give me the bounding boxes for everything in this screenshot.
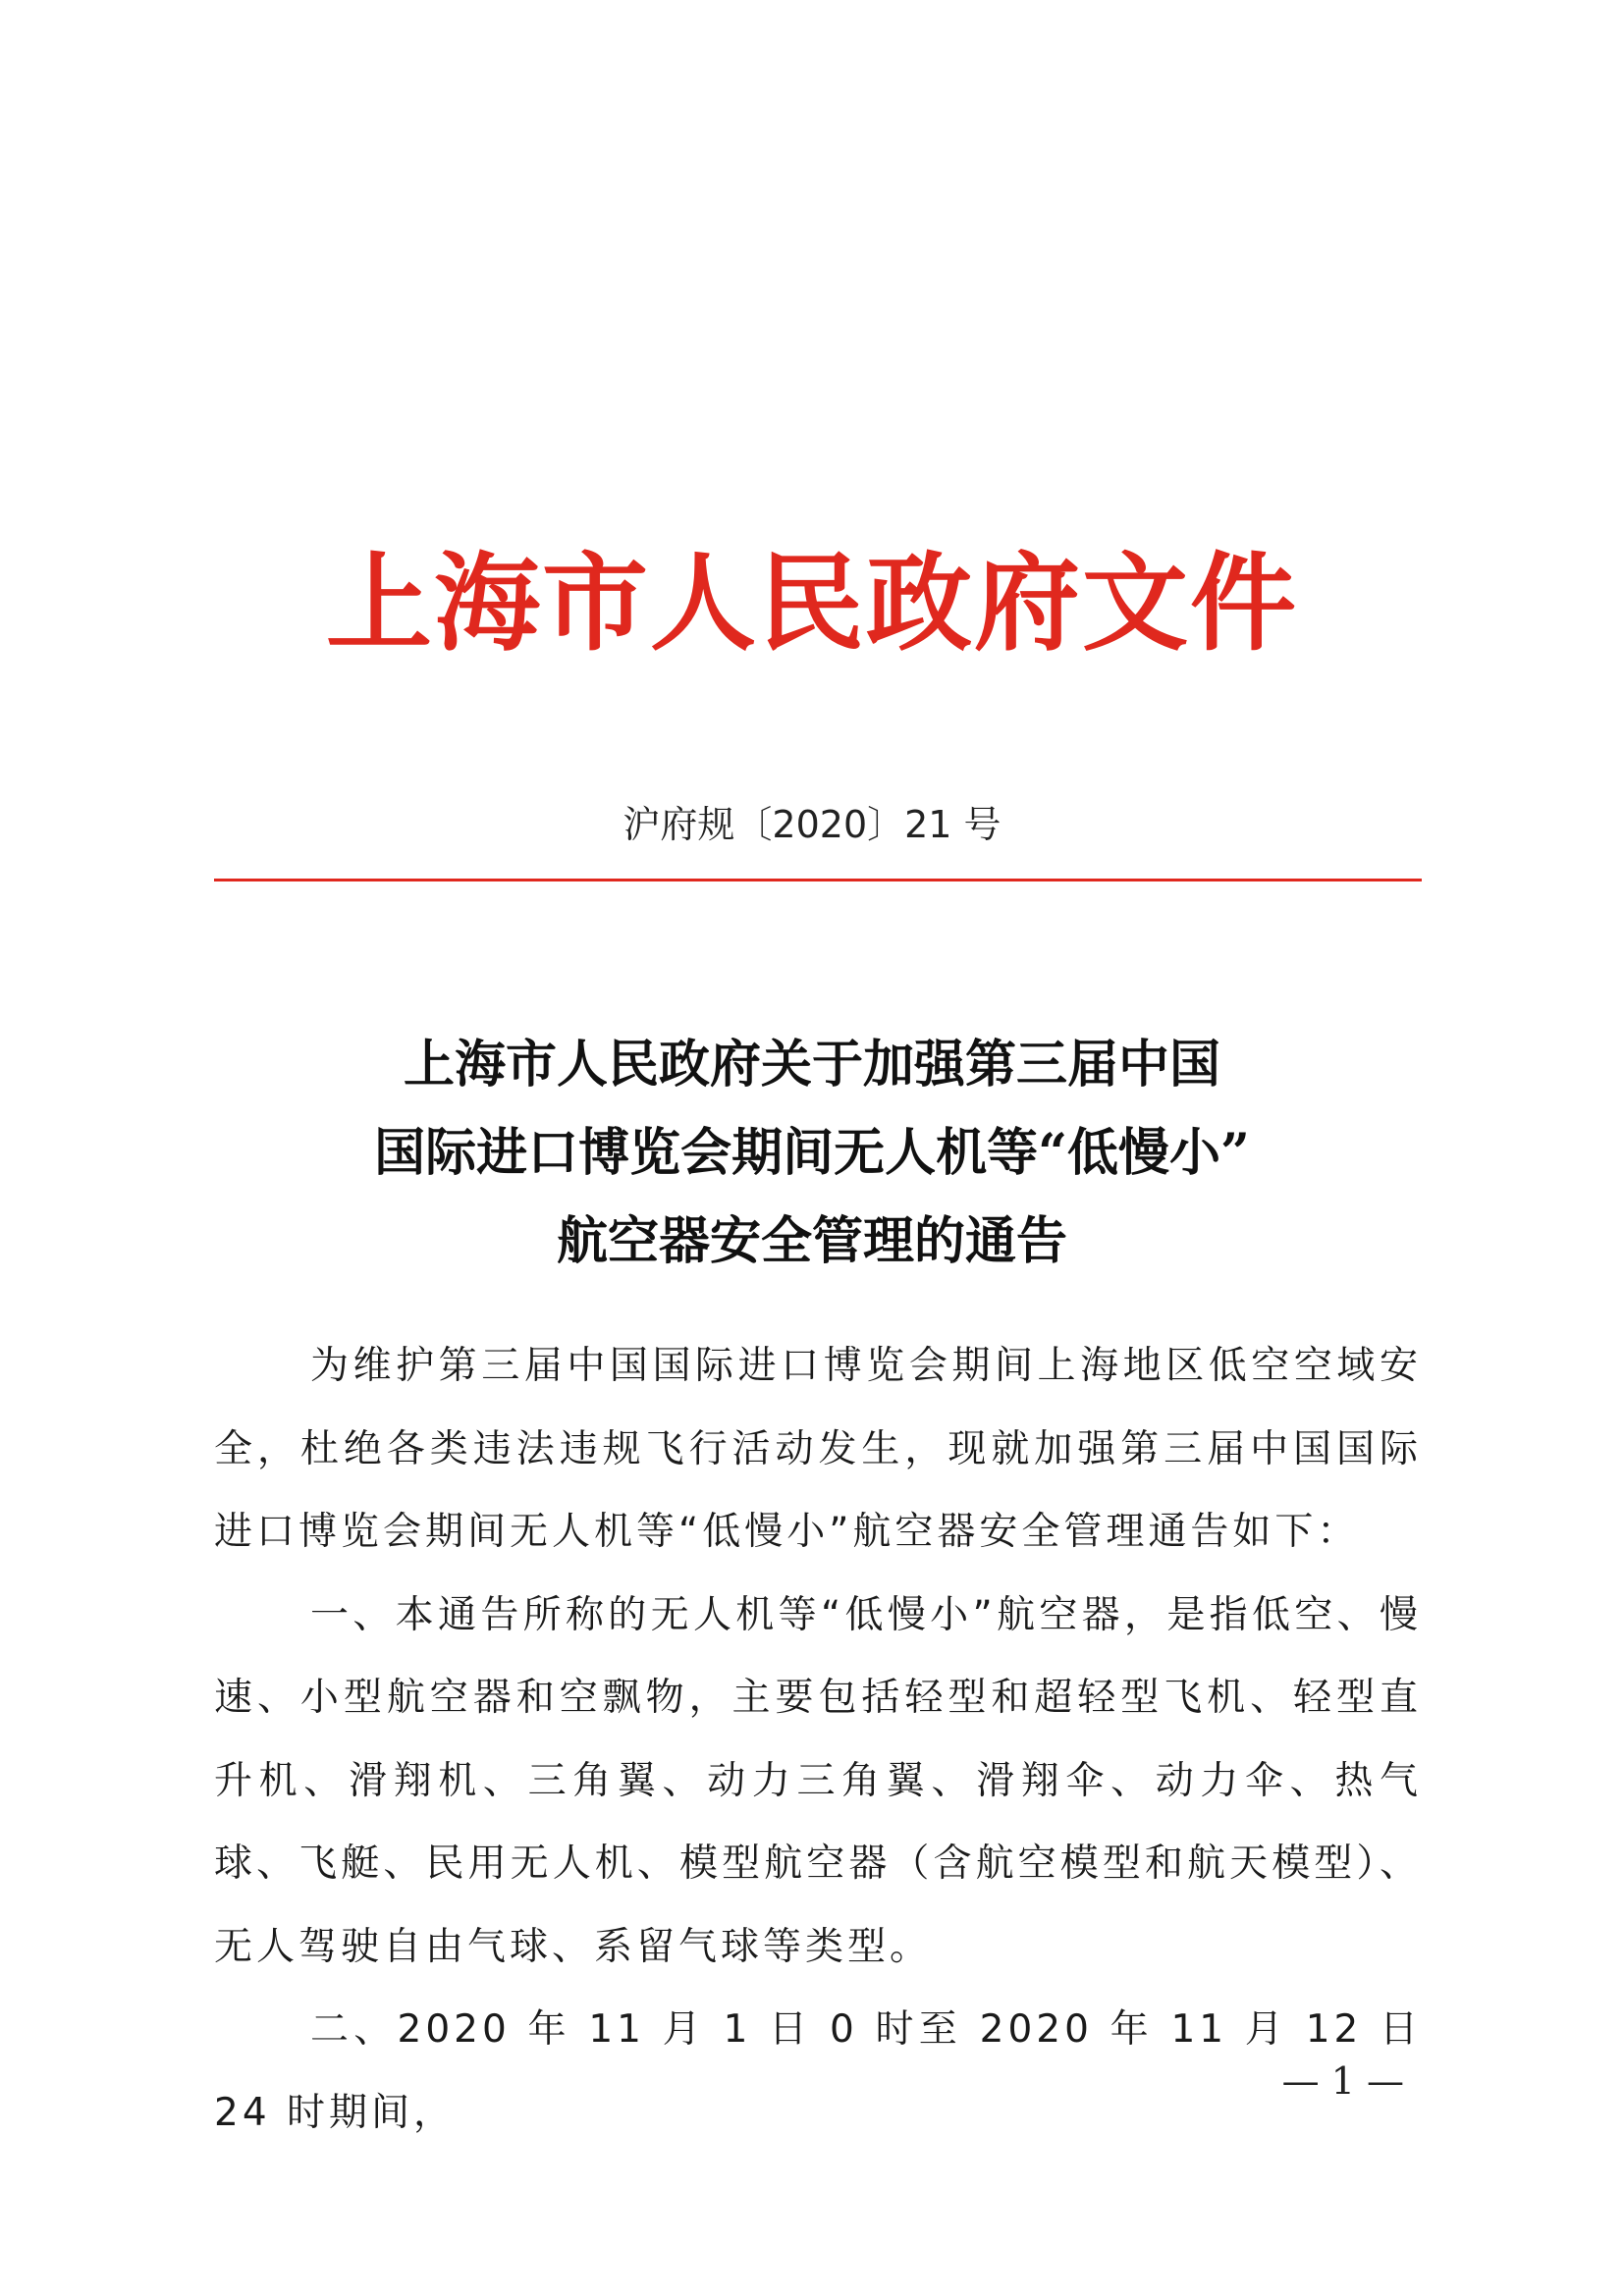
document-body: [214, 1325, 1422, 2155]
body-paragraph: 为维护第三届中国国际进口博览会期间上海地区低空空域安全，杜绝各类违法违规飞行活动发生，现就加强第三届中国国际进口博览会期间无人机等“低慢小”航空器安全管理通告如下：: [214, 1344, 1422, 1554]
body-paragraph: 二、2020 年 11 月 1 日 0 时至 2020 年 11 月 12 日 24 时期间，: [214, 2007, 1422, 2135]
body-paragraph: 一、本通告所称的无人机等“低慢小”航空器，是指低空、慢速、小型航空器和空飘物，主要包括轻型和超轻型飞机、轻型直升机、滑翔机、三角翼、动力三角翼、滑翔伞、动力伞、热气球、飞艇、民用无人机、模型航空器（含航空模型和航天模型）、无人驾驶自由气球、系留气球等类型。: [214, 1592, 1422, 1969]
document-title: [0, 1021, 1624, 1286]
page-number: — 1 —: [1281, 2059, 1404, 2103]
red-divider-line: [214, 879, 1422, 881]
document-number: 沪府规〔2020〕21 号: [623, 803, 1001, 846]
document-title-line: 上海市人民政府关于加强第三届中国: [403, 1035, 1220, 1095]
document-header-title: 上海市人民政府文件: [325, 542, 1298, 666]
document-title-line: 航空器安全管理的通告: [556, 1211, 1067, 1271]
document-title-line: 国际进口博览会期间无人机等“低慢小”: [374, 1123, 1250, 1183]
